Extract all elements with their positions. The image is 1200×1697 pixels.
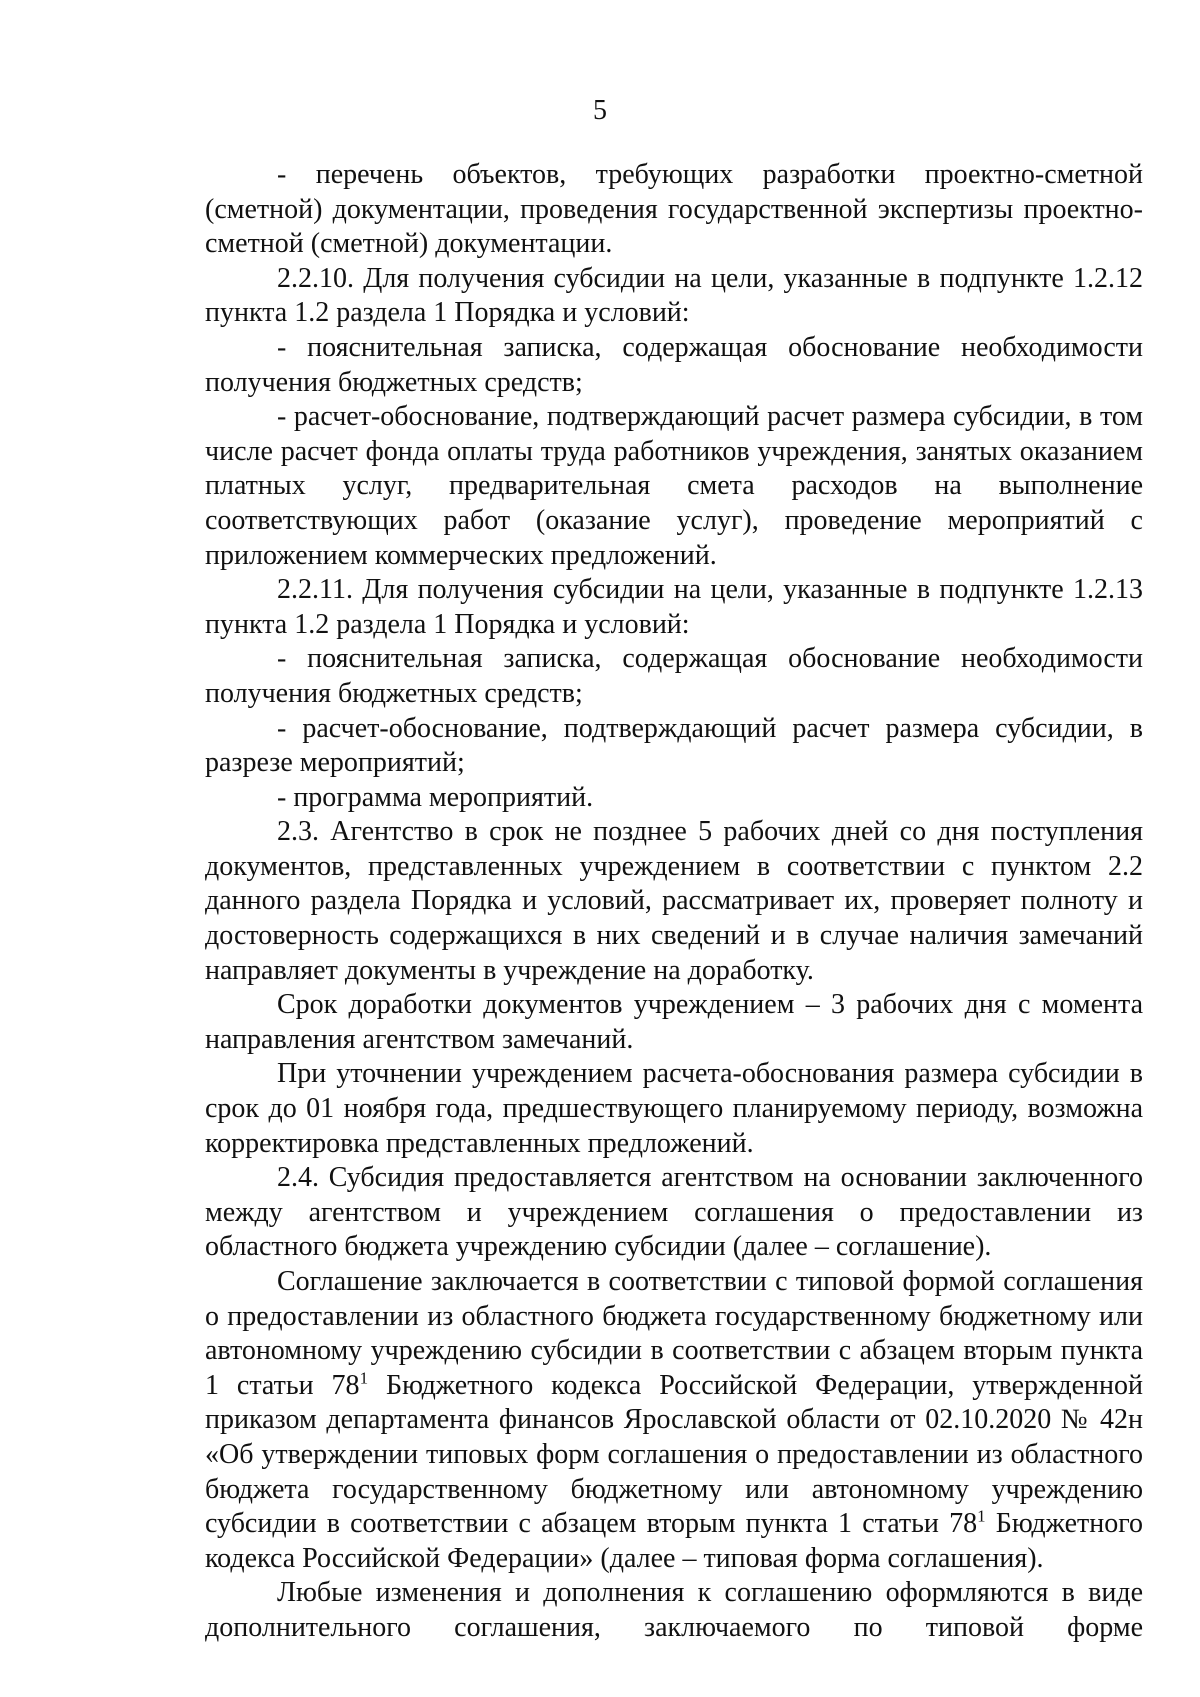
page-number: 5 — [593, 95, 607, 126]
paragraph-amendments — [205, 1576, 1143, 1611]
document-body — [205, 158, 1143, 1646]
paragraph-amendments-continued — [205, 1611, 1143, 1646]
paragraph-2-3: 2.3. Агентство в срок не позднее 5 рабочих дней со дня поступления документов, представленных учреждением в соответствии с пунктом 2.2 данного раздела Порядка и условий, рассматривает их, проверяет полноту и достоверность содержащихся в них сведений и в случае наличия замечаний направляет документы в учреждение на доработку. — [205, 816, 1143, 986]
paragraph-2-2-10: 2.2.10. Для получения субсидии на цели, указанные в подпункте 1.2.12 пункта 1.2 раздела 1 Порядка и условий: — [205, 262, 1143, 329]
paragraph-clarification: При уточнении учреждением расчета-обоснования размера субсидии в срок до 01 ноября года, предшествующего планируемому периоду, возможна корректировка представленных предложений. — [205, 1058, 1143, 1159]
paragraph-explanatory-note-2: - пояснительная записка, содержащая обоснование необходимости получения бюджетных средств; — [205, 643, 1143, 709]
agreement-text-part-2: Бюджетного кодекса Российской Федерации, утвержденной приказом департамента финансов Ярославской области от 02.10.2020 № 42н «Об утверждении типовых форм соглашения о предоставлении из областного бюджета государственному бюджетному или автономному учреждению субсидии в соответствии с абзацем вторым пункта 1 статьи 78 — [205, 1369, 1143, 1540]
agreement-text-part-3: Бюджетного кодекса Российской Федерации» (далее – типовая форма соглашения). — [205, 1508, 1143, 1574]
paragraph-2-2-11: 2.2.11. Для получения субсидии на цели, указанные в подпункте 1.2.13 пункта 1.2 раздела 1 Порядка и условий: — [205, 574, 1143, 640]
paragraph-revision-term: Срок доработки документов учреждением – 3 рабочих дня с момента направления агентством замечаний. — [205, 989, 1143, 1055]
paragraph-2-4: 2.4. Субсидия предоставляется агентством на основании заключенного между агентством и учреждением соглашения о предоставлении из областного бюджета учреждению субсидии (далее – соглашение). — [205, 1162, 1143, 1263]
paragraph-agreement — [205, 1265, 1143, 1576]
amendments-line-1: Любые изменения и дополнения к соглашению оформляются в виде — [277, 1577, 1143, 1609]
paragraph-calculation-1: - расчет-обоснование, подтверждающий расчет размера субсидии, в том числе расчет фонда оплаты труда работников учреждения, занятых оказанием платных услуг, предварительная смета расходов на выполнение соответствующих работ (оказание услуг), проведение мероприятий с приложением коммерческих предложений. — [205, 401, 1143, 571]
paragraph-explanatory-note-1: - пояснительная записка, содержащая обоснование необходимости получения бюджетных средств; — [205, 331, 1143, 398]
superscript-one: 1 — [359, 1368, 369, 1388]
agreement-text-part-1: Соглашение заключается в соответствии с типовой формой соглашения о предоставлении из областного бюджета государственному бюджетному или автономному учреждению субсидии в соответствии с абзацем вторым пункта 1 статьи 78 — [205, 1266, 1143, 1401]
paragraph-event-program: - программа мероприятий. — [277, 781, 594, 813]
amendments-line-2: дополнительного соглашения, заключаемого по типовой форме — [205, 1611, 1143, 1643]
paragraph-calculation-2: - расчет-обоснование, подтверждающий расчет размера субсидии, в разрезе мероприятий; — [205, 712, 1143, 779]
paragraph-object-list: - перечень объектов, требующих разработки проектно-сметной (сметной) документации, проведения государственной экспертизы проектно-сметной (сметной) документации. — [205, 159, 1143, 260]
superscript-one: 1 — [977, 1506, 986, 1526]
